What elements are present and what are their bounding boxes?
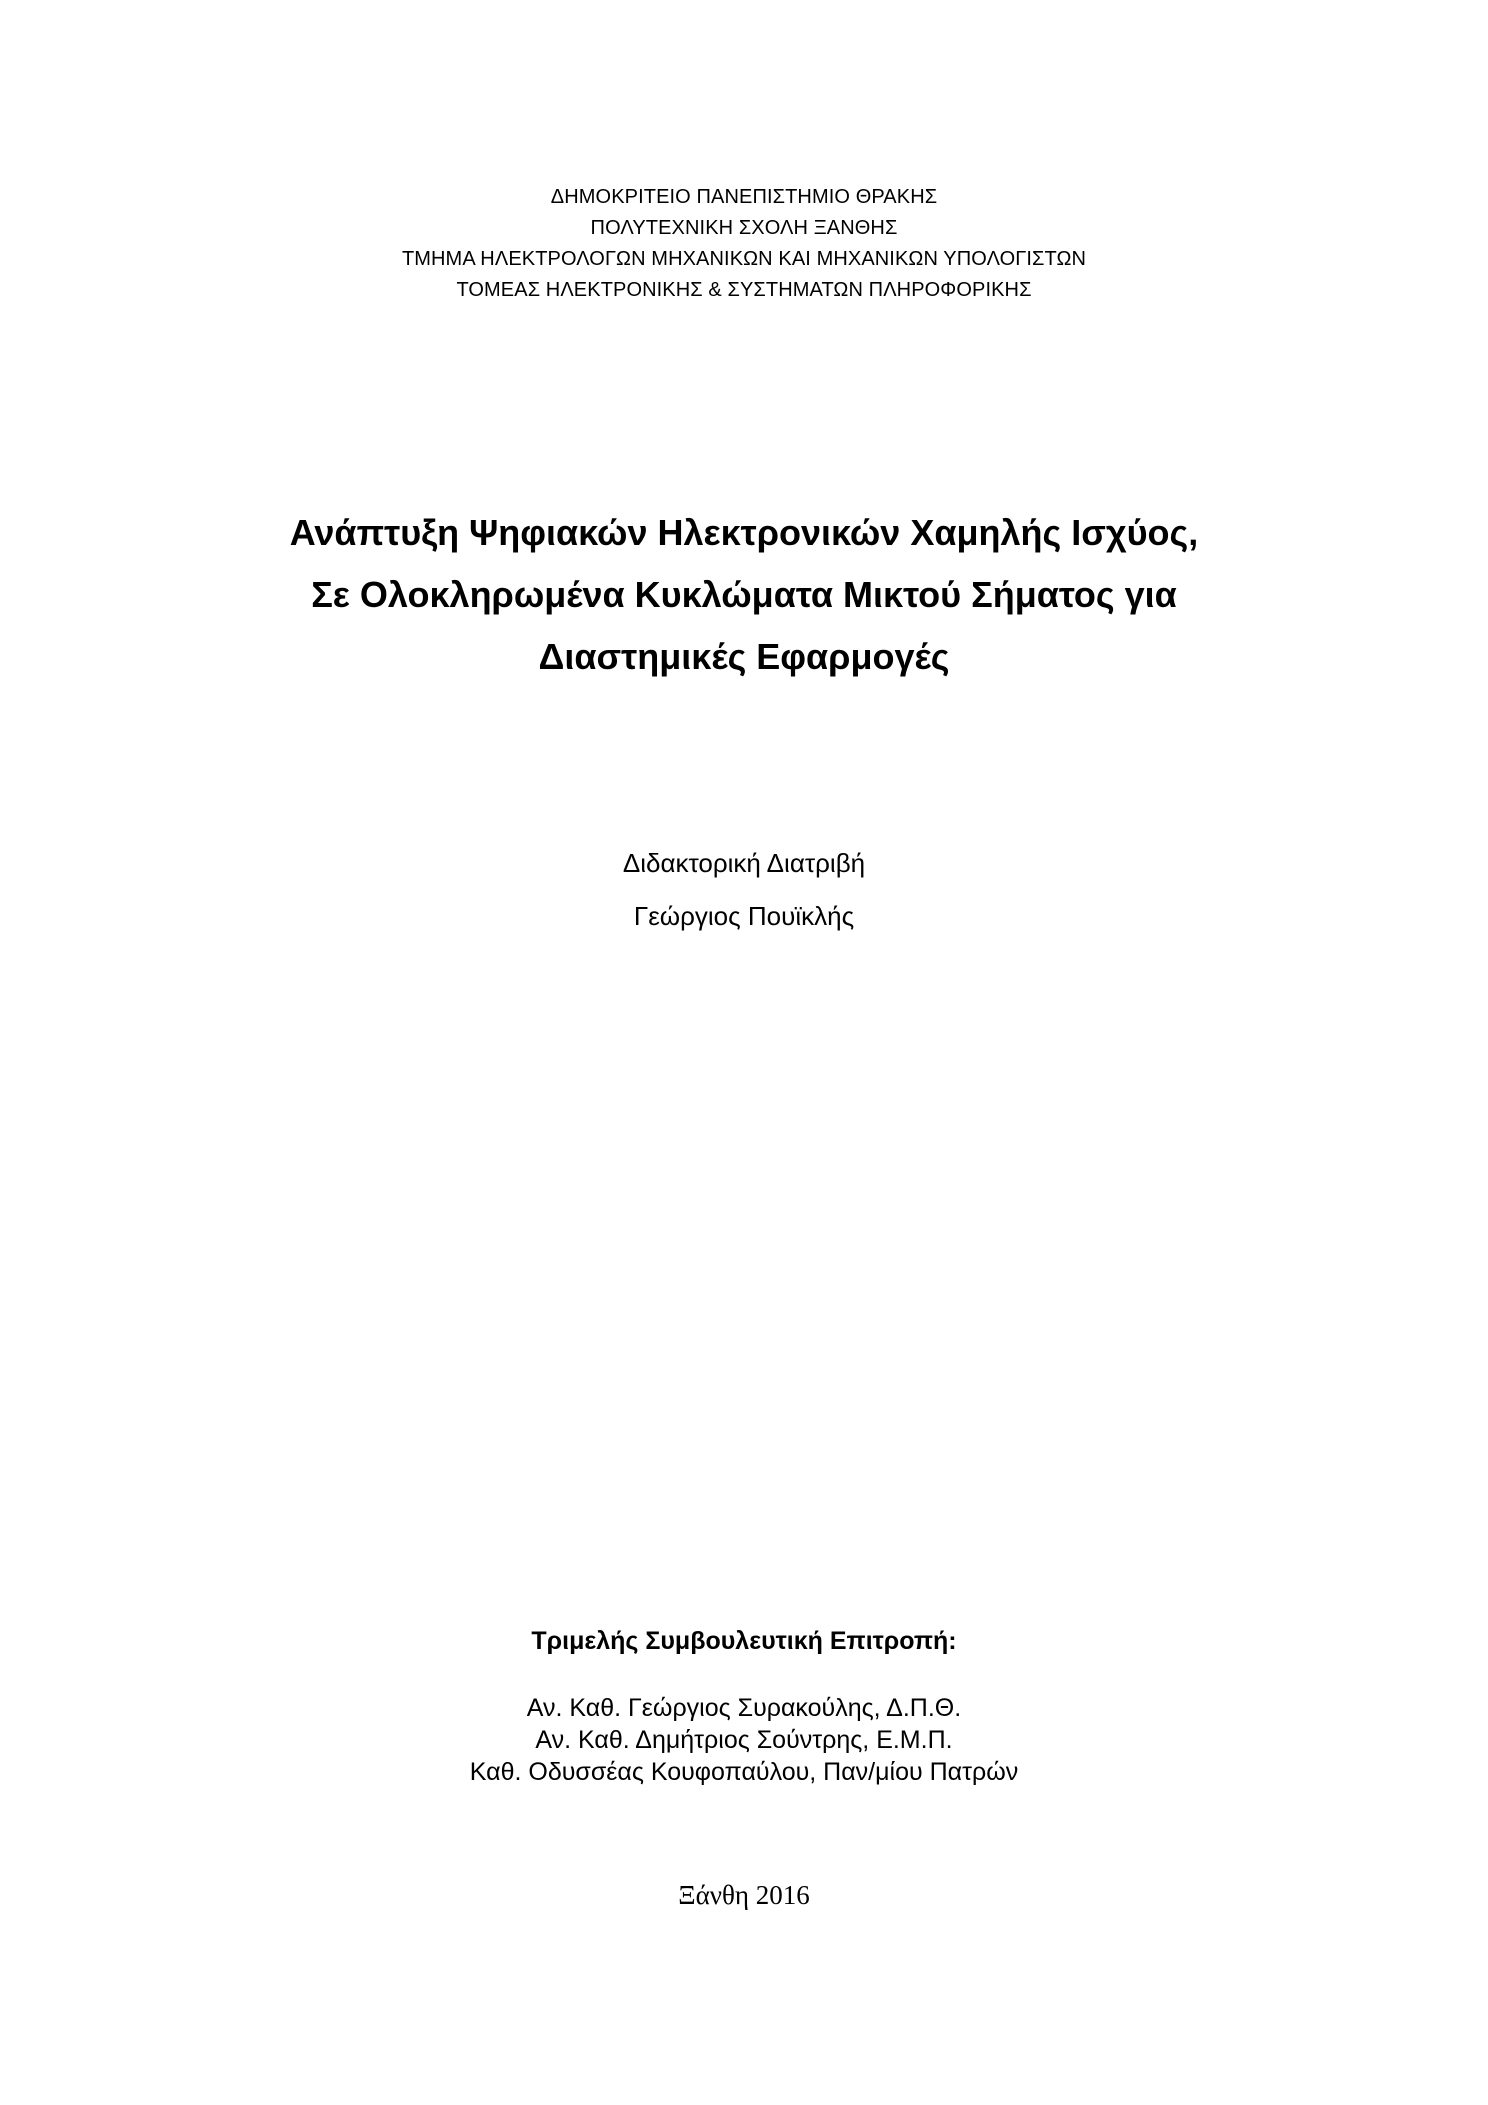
school-name: ΠΟΛΥΤΕΧΝΙΚΗ ΣΧΟΛΗ ΞΑΝΘΗΣ	[590, 217, 898, 239]
committee-member: Αν. Καθ. Δημήτριος Σούντρης, Ε.Μ.Π.	[535, 1726, 953, 1754]
title-line: Διαστημικές Εφαρμογές	[538, 636, 950, 677]
author-name: Γεώργιος Πουϊκλής	[633, 901, 855, 931]
title-line: Ανάπτυξη Ψηφιακών Ηλεκτρονικών Χαμηλής Ισχύος,	[289, 512, 1199, 553]
thesis-type: Διδακτορική Διατριβή	[622, 848, 866, 878]
place-and-year: Ξάνθη 2016	[678, 1880, 810, 1910]
university-name: ΔΗΜΟΚΡΙΤΕΙΟ ΠΑΝΕΠΙΣΤΗΜΙΟ ΘΡΑΚΗΣ	[550, 186, 938, 208]
committee-member: Αν. Καθ. Γεώργιος Συρακούλης, Δ.Π.Θ.	[526, 1694, 962, 1722]
institution-header	[0, 182, 1488, 306]
committee-member: Καθ. Οδυσσέας Κουφοπαύλου, Παν/μίου Πατρών	[469, 1758, 1019, 1786]
department-name: ΤΜΗΜΑ ΗΛΕΚΤΡΟΛΟΓΩΝ ΜΗΧΑΝΙΚΩΝ ΚΑΙ ΜΗΧΑΝΙΚΩΝ ΥΠΟΛΟΓΙΣΤΩΝ	[401, 248, 1087, 270]
division-name: ΤΟΜΕΑΣ ΗΛΕΚΤΡΟΝΙΚΗΣ & ΣΥΣΤΗΜΑΤΩΝ ΠΛΗΡΟΦΟΡΙΚΗΣ	[456, 279, 1032, 301]
title-line: Σε Ολοκληρωμένα Κυκλώματα Μικτού Σήματος για	[311, 574, 1177, 615]
committee-heading: Τριμελής Συμβουλευτική Επιτροπή:	[531, 1627, 957, 1655]
committee-members	[0, 1692, 1488, 1788]
thesis-title	[0, 502, 1488, 688]
